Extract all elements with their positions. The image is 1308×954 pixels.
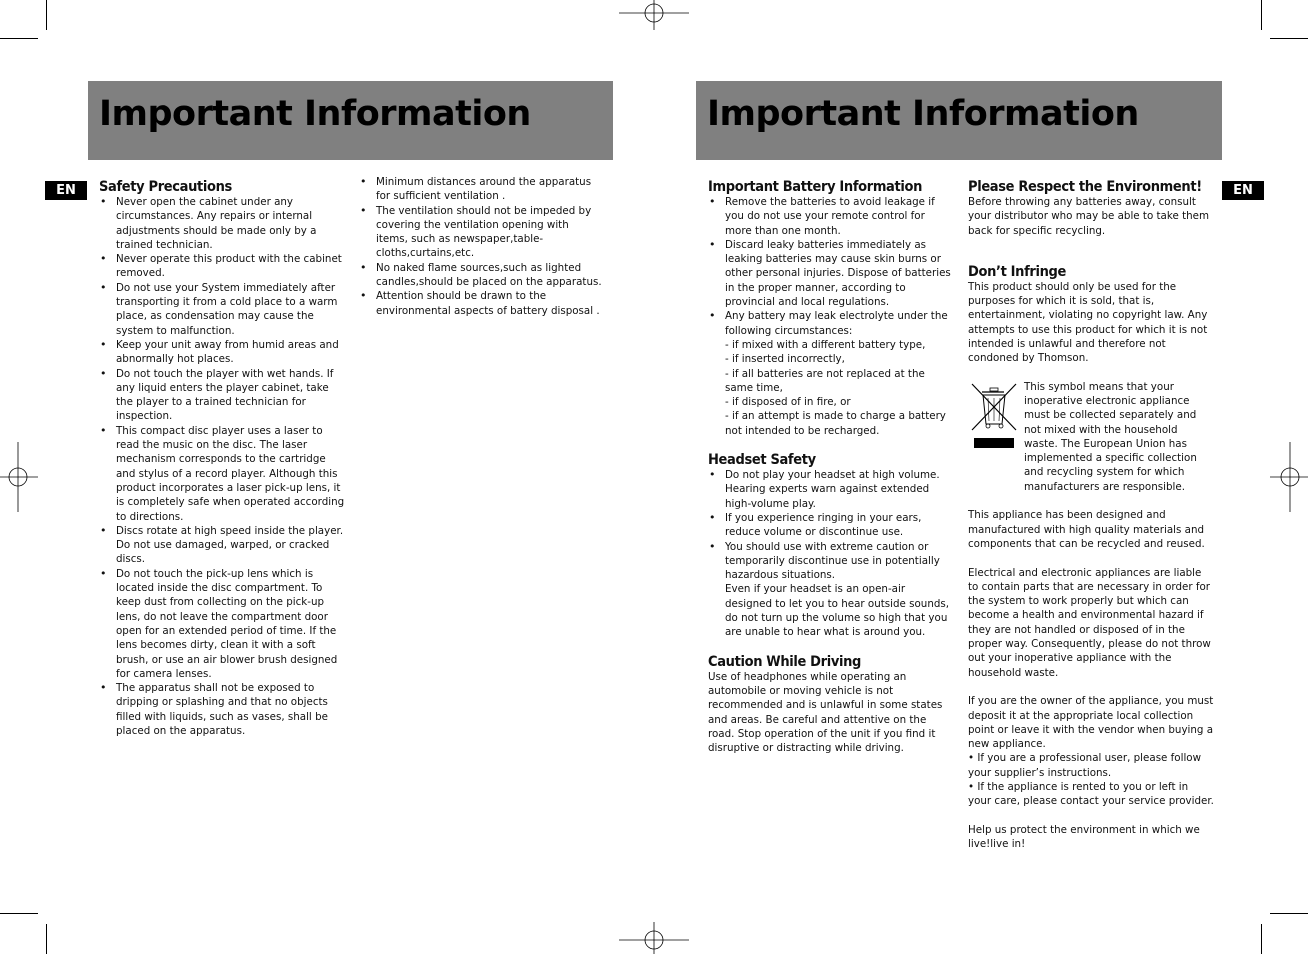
- crop-mark: [0, 913, 38, 914]
- registration-mark-icon: [1268, 442, 1308, 512]
- registration-mark-icon: [0, 442, 40, 512]
- section-title: Important Battery Information: [708, 179, 923, 195]
- list-item: • Minimum distances around the apparatus for sufficient ventilation .: [359, 175, 603, 204]
- crop-mark: [1261, 0, 1262, 30]
- right-header-bar: [696, 81, 1222, 160]
- list-item: • If you experience ringing in your ears, reduce volume or discontinue use.: [708, 511, 954, 540]
- left-header-bar: [88, 81, 613, 160]
- language-tab: EN: [1222, 181, 1264, 200]
- driving-body: Use of headphones while operating an automobile or moving vehicle is not recommended and is unlawful in some states and areas. Be careful and attentive on the road. Stop operation of the unit if you find it disruptive or distracting while driving.: [708, 670, 943, 755]
- list-item: • Attention should be drawn to the environmental aspects of battery disposal .: [359, 289, 603, 318]
- list-item: • This compact disc player uses a laser to read the music on the disc. The laser mechanism corresponds to the cartridge and stylus of a record player. Although this product incorporates a laser pick-up lens, it is completely safe when operated according to directions.: [99, 424, 345, 524]
- list-item: • The ventilation should not be impeded by covering the ventilation opening with items, such as newspaper,table-cloths,curtains,etc.: [359, 204, 603, 261]
- safety-column-1: [99, 179, 345, 738]
- headset-extra: Even if your headset is an open-air designed to let you to hear outside sounds, do not turn up the volume so high that you are unable to hear what is around you.: [725, 583, 950, 639]
- weee-paragraph: This appliance has been designed and manufactured with high quality materials and components that can be recycled and reused.: [968, 509, 1205, 550]
- list-item: • Do not touch the pick-up lens which is located inside the disc compartment. To keep dust from collecting on the pick-up lens, do not leave the compartment door open for an extended period of time. If the lens becomes dirty, clean it with a soft brush, or use an air blower brush designed for camera lenses.: [99, 567, 345, 681]
- battery-circumstances: - if mixed with a different battery type, - if inserted incorrectly, - if all batteries are not replaced at the same time, - if disposed of in fire, or - if an attempt is made to charge a battery not intended to be recharged.: [725, 338, 946, 437]
- environment-column: [968, 179, 1214, 851]
- list-item: • Remove the batteries to avoid leakage if you do not use your remote control for more than one month.: [708, 195, 954, 238]
- section-title: Don’t Infringe: [968, 263, 1067, 280]
- crop-mark: [46, 924, 47, 954]
- page-title: Important Information: [99, 94, 531, 134]
- crossed-out-bin-icon: [968, 380, 1020, 452]
- section-title: Headset Safety: [708, 452, 816, 469]
- list-item: • Discs rotate at high speed inside the player. Do not use damaged, warped, or cracked discs.: [99, 524, 345, 567]
- battery-list: [708, 195, 954, 338]
- list-item: • You should use with extreme caution or temporarily discontinue use in potentially hazardous situations.: [708, 540, 954, 583]
- weee-paragraph: • If you are a professional user, please follow your supplier’s instructions.: [968, 752, 1202, 779]
- section-title: Caution While Driving: [708, 653, 862, 670]
- list-item: • Do not play your headset at high volume. Hearing experts warn against extended high-volume play.: [708, 468, 954, 511]
- list-item: • Never open the cabinet under any circumstances. Any repairs or internal adjustments should be made only by a trained technician.: [99, 195, 345, 252]
- weee-paragraph: Help us protect the environment in which we live!live in!: [968, 823, 1200, 851]
- crop-mark: [1261, 924, 1262, 954]
- list-item: • Any battery may leak electrolyte under the following circumstances:: [708, 309, 954, 338]
- list-item: • Never operate this product with the cabinet removed.: [99, 252, 345, 281]
- crop-mark: [1270, 913, 1308, 914]
- weee-text: This symbol means that your inoperative electronic appliance must be collected separately and not mixed with the household waste. The European Union has implemented a specific collection and recycling system for which manufacturers are responsible.: [1024, 380, 1197, 493]
- list-item: • No naked flame sources,such as lighted candles,should be placed on the apparatus.: [359, 261, 603, 290]
- list-item: • Do not use your System immediately after transporting it from a cold place to a warm place, as condensation may cause the system to malfunction.: [99, 281, 345, 338]
- registration-mark-icon: [619, 0, 689, 40]
- list-item: • The apparatus shall not be exposed to dripping or splashing and that no objects filled with liquids, such as vases, shall be placed on the apparatus.: [99, 681, 345, 738]
- infringe-body: This product should only be used for the purposes for which it is sold, that is, entertainment, violating no copyright law. Any attempts to use this product for which it is not intended is unlawful and therefore not condoned by Thomson.: [968, 280, 1208, 365]
- weee-paragraph: If you are the owner of the appliance, you must deposit it at the appropriate local collection point or leave it with the vendor when buying a new appliance.: [968, 695, 1214, 751]
- battery-headset-column: [708, 179, 954, 755]
- headset-list: [708, 468, 954, 582]
- weee-paragraph: Electrical and electronic appliances are liable to contain parts that are necessary in order for the system to work properly but which can become a health and environmental hazard if they are not handled or disposed of in the proper way. Consequently, please do not throw out your inoperative appliance with the household waste.: [968, 566, 1211, 679]
- language-tab: EN: [45, 181, 87, 200]
- weee-paragraph: • If the appliance is rented to you or left in your care, please contact your service provider.: [968, 780, 1214, 808]
- environment-body: Before throwing any batteries away, consult your distributor who may be able to take them back for specific recycling.: [968, 196, 1210, 237]
- registration-mark-icon: [619, 914, 689, 954]
- weee-block: [968, 380, 1214, 494]
- section-title: Safety Precautions: [99, 179, 232, 195]
- safety-list: [99, 195, 345, 738]
- safety-column-2: [359, 175, 603, 318]
- page-title: Important Information: [707, 94, 1139, 134]
- section-title: Please Respect the Environment!: [968, 179, 1202, 195]
- crop-mark: [46, 0, 47, 30]
- list-item: • Discard leaky batteries immediately as leaking batteries may cause skin burns or other personal injuries. Dispose of batteries in the proper manner, according to provincial and local regulations.: [708, 238, 954, 309]
- crop-mark: [0, 38, 38, 39]
- crop-mark: [1270, 38, 1308, 39]
- list-item: • Keep your unit away from humid areas and abnormally hot places.: [99, 338, 345, 367]
- safety-list: [359, 175, 603, 318]
- list-item: • Do not touch the player with wet hands. If any liquid enters the player cabinet, take the player to a trained technician for inspection.: [99, 367, 345, 424]
